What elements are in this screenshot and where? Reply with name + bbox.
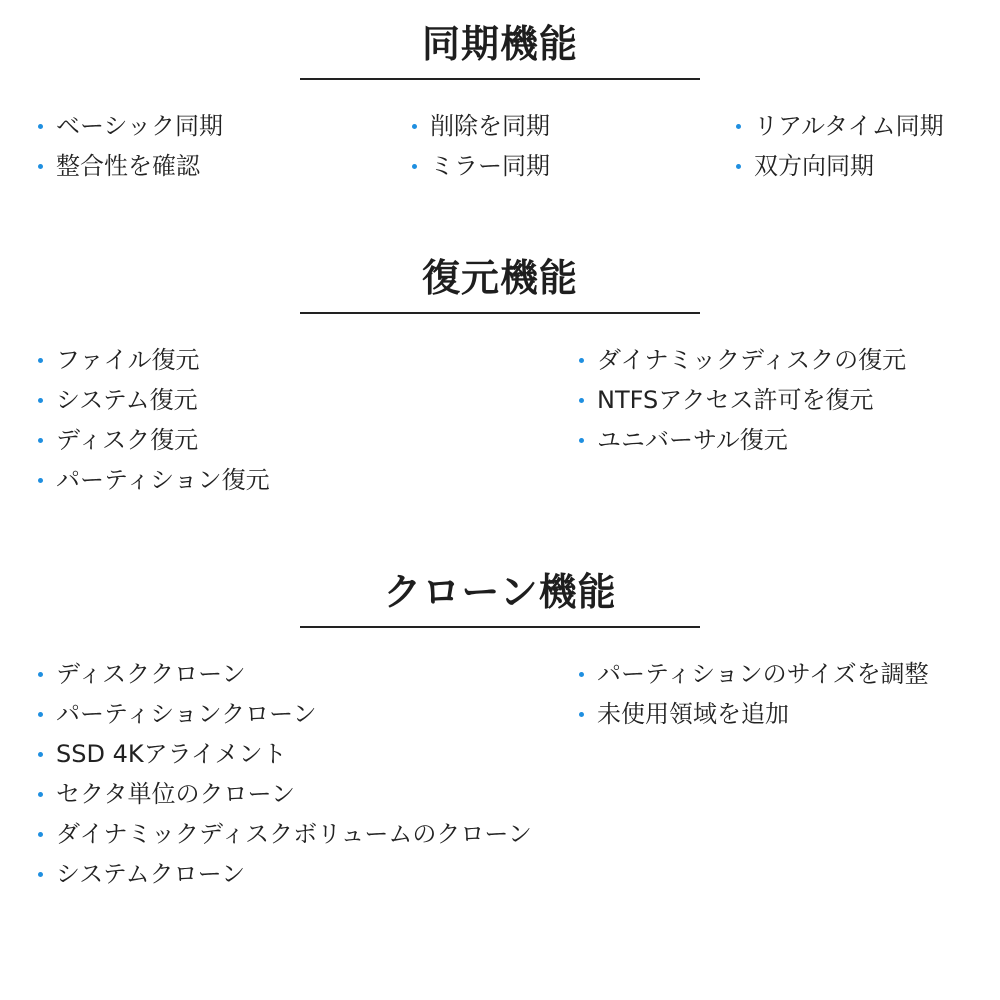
bullet-dot-icon [38, 672, 43, 677]
list-item: 削除を同期 [412, 106, 550, 146]
list-item: パーティションのサイズを調整 [579, 654, 929, 694]
list-item: パーティション復元 [38, 460, 270, 500]
clone-section-divider [300, 626, 700, 628]
sync-list-col-3 [736, 106, 944, 186]
restore-list-col-1 [38, 340, 270, 500]
bullet-dot-icon [38, 164, 43, 169]
list-item: 未使用領域を追加 [579, 694, 929, 734]
clone-list-col-1 [38, 654, 532, 894]
list-item: ダイナミックディスクの復元 [579, 340, 906, 380]
list-item: ユニバーサル復元 [579, 420, 906, 460]
list-item: パーティションクローン [38, 694, 532, 734]
list-item: システムクローン [38, 854, 532, 894]
restore-list-col-2 [579, 340, 906, 460]
restore-section-divider [300, 312, 700, 314]
sync-section-title: 同期機能 [421, 22, 578, 66]
list-item: 整合性を確認 [38, 146, 223, 186]
list-item: SSD 4Kアライメント [38, 734, 532, 774]
list-item: リアルタイム同期 [736, 106, 944, 146]
bullet-dot-icon [38, 792, 43, 797]
bullet-dot-icon [579, 438, 584, 443]
bullet-dot-icon [579, 398, 584, 403]
list-item: セクタ単位のクローン [38, 774, 532, 814]
list-item: ダイナミックディスクボリュームのクローン [38, 814, 532, 854]
list-item: ディスク復元 [38, 420, 270, 460]
list-item: ベーシック同期 [38, 106, 223, 146]
clone-list-col-2 [579, 654, 929, 734]
bullet-dot-icon [736, 124, 741, 129]
list-item: ファイル復元 [38, 340, 270, 380]
clone-section-title: クローン機能 [383, 570, 617, 614]
bullet-dot-icon [38, 832, 43, 837]
bullet-dot-icon [38, 398, 43, 403]
list-item: NTFSアクセス許可を復元 [579, 380, 906, 420]
bullet-dot-icon [38, 872, 43, 877]
bullet-dot-icon [579, 672, 584, 677]
bullet-dot-icon [38, 752, 43, 757]
list-item: ディスククローン [38, 654, 532, 694]
bullet-dot-icon [412, 124, 417, 129]
bullet-dot-icon [38, 124, 43, 129]
list-item: 双方向同期 [736, 146, 944, 186]
restore-section-title: 復元機能 [421, 256, 578, 300]
sync-list-col-1 [38, 106, 223, 186]
bullet-dot-icon [38, 358, 43, 363]
list-item: ミラー同期 [412, 146, 550, 186]
bullet-dot-icon [38, 712, 43, 717]
bullet-dot-icon [38, 438, 43, 443]
bullet-dot-icon [38, 478, 43, 483]
sync-list-col-2 [412, 106, 550, 186]
bullet-dot-icon [412, 164, 417, 169]
bullet-dot-icon [579, 358, 584, 363]
list-item: システム復元 [38, 380, 270, 420]
bullet-dot-icon [736, 164, 741, 169]
bullet-dot-icon [579, 712, 584, 717]
sync-section-divider [300, 78, 700, 80]
